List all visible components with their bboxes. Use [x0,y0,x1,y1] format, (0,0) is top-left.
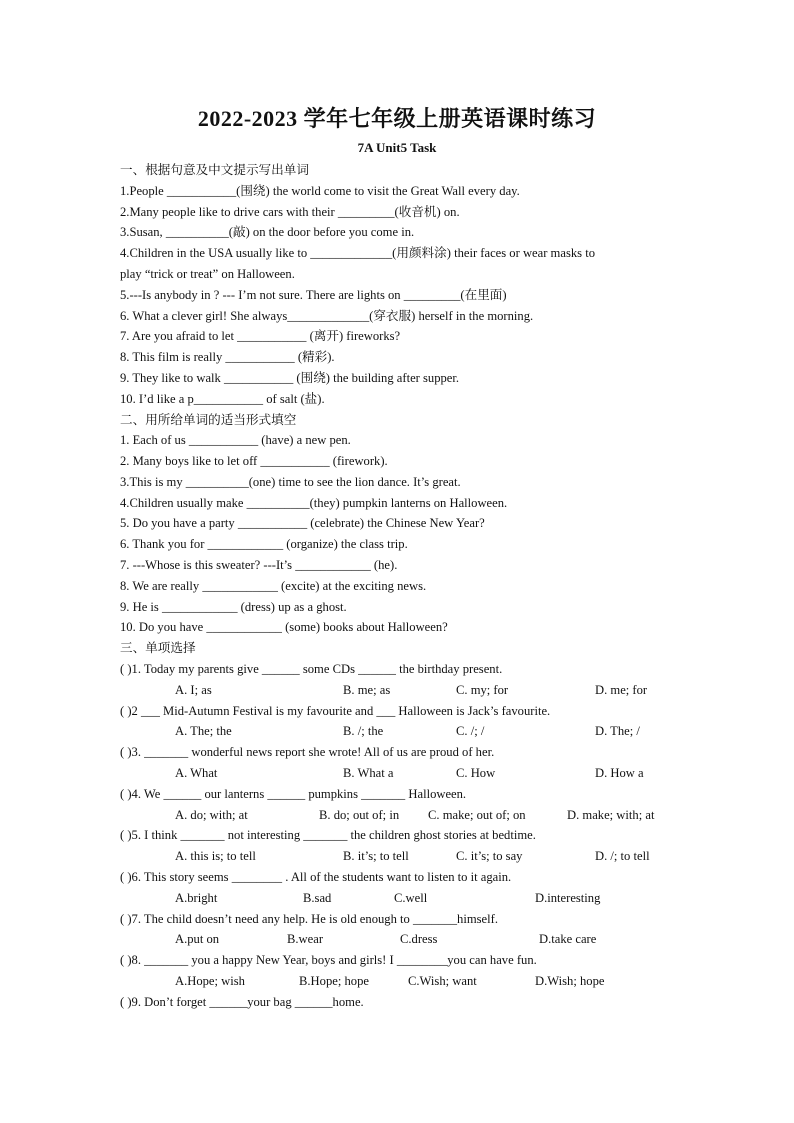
section-heading: 三、单项选择 [120,640,196,655]
exercise-line: 7. ---Whose is this sweater? ---It’s ____________ (he). [120,558,398,572]
option: A. do; with; at [175,808,248,822]
exercise-line: 10. I’d like a p___________ of salt (盐). [120,392,325,406]
option: C.Wish; want [408,974,477,988]
question-stem: ( )7. The child doesn’t need any help. He is old enough to _______himself. [120,912,498,926]
option: D.take care [539,932,597,946]
option: B. do; out of; in [319,808,400,822]
exercise-line: 8. This film is really ___________ (精彩). [120,350,335,364]
exercise-line: 1. Each of us ___________ (have) a new pen. [120,433,351,447]
option: C. make; out of; on [428,808,526,822]
exercise-line: 5.---Is anybody in ? --- I’m not sure. There are lights on _________(在里面) [120,288,507,302]
exercise-line: 8. We are really ____________ (excite) at the exciting news. [120,579,427,593]
exercise-line: 7. Are you afraid to let ___________ (离开) fireworks? [120,329,401,343]
question-stem: ( )3. _______ wonderful news report she wrote! All of us are proud of her. [120,745,495,759]
option: B.Hope; hope [299,974,369,988]
exercise-line: 6. Thank you for ____________ (organize) the class trip. [120,537,408,551]
option: B. me; as [343,683,391,697]
question-stem: ( )9. Don’t forget ______your bag ______home. [120,995,364,1009]
option: D. me; for [595,683,648,697]
question-stem: ( )4. We ______ our lanterns ______ pumpkins _______ Halloween. [120,787,467,801]
exercise-line: play “trick or treat” on Halloween. [120,267,295,281]
option: B. /; the [343,724,384,738]
option: A.Hope; wish [175,974,245,988]
question-stem: ( )5. I think _______ not interesting _______ the children ghost stories at bedtime. [120,828,536,842]
option: A. What [175,766,218,780]
question-stem: ( )8. _______ you a happy New Year, boys and girls! I ________you can have fun. [120,953,537,967]
exercise-line: 6. What a clever girl! She always_____________(穿衣服) herself in the morning. [120,309,534,323]
option: C.dress [400,932,438,946]
page-subtitle: 7A Unit5 Task [357,140,437,155]
option: A.bright [175,891,218,905]
exercise-line: 2.Many people like to drive cars with their _________(收音机) on. [120,205,460,219]
option: C. my; for [456,683,509,697]
option: D.Wish; hope [535,974,605,988]
option: A. this is; to tell [175,849,256,863]
exercise-line: 9. He is ____________ (dress) up as a ghost. [120,600,347,614]
option: C. it’s; to say [456,849,523,863]
question-stem: ( )6. This story seems ________ . All of the students want to listen to it again. [120,870,512,884]
option: B.wear [287,932,324,946]
option: B.sad [303,891,332,905]
option: D. /; to tell [595,849,650,863]
question-stem: ( )2 ___ Mid-Autumn Festival is my favourite and ___ Halloween is Jack’s favourite. [120,704,551,718]
exercise-line: 5. Do you have a party ___________ (celebrate) the Chinese New Year? [120,516,485,530]
option: D. How a [595,766,644,780]
option: A. The; the [175,724,232,738]
exercise-line: 9. They like to walk ___________ (围绕) the building after supper. [120,371,460,385]
option: C. /; / [456,724,485,738]
option: A.put on [175,932,220,946]
option: D. make; with; at [567,808,655,822]
exercise-line: 4.Children usually make __________(they) pumpkin lanterns on Halloween. [120,496,508,510]
exercise-line: 3.This is my __________(one) time to see the lion dance. It’s great. [120,475,461,489]
exercise-line: 3.Susan, __________(敲) on the door before you come in. [120,225,415,239]
option: D.interesting [535,891,601,905]
option: D. The; / [595,724,640,738]
section-heading: 二、用所给单词的适当形式填空 [120,412,297,427]
exercise-line: 1.People ___________(围绕) the world come to visit the Great Wall every day. [120,184,520,198]
option: B. it’s; to tell [343,849,409,863]
option: C.well [394,891,428,905]
exercise-line: 4.Children in the USA usually like to _____________(用颜料涂) their faces or wear masks to [120,246,595,260]
question-stem: ( )1. Today my parents give ______ some CDs ______ the birthday present. [120,662,503,676]
page-title: 2022-2023 学年七年级上册英语课时练习 [197,106,597,131]
section-heading: 一、根据句意及中文提示写出单词 [120,162,309,177]
exercise-line: 10. Do you have ____________ (some) books about Halloween? [120,620,448,634]
option: C. How [456,766,496,780]
option: B. What a [343,766,394,780]
exercise-line: 2. Many boys like to let off ___________ (firework). [120,454,388,468]
option: A. I; as [175,683,212,697]
